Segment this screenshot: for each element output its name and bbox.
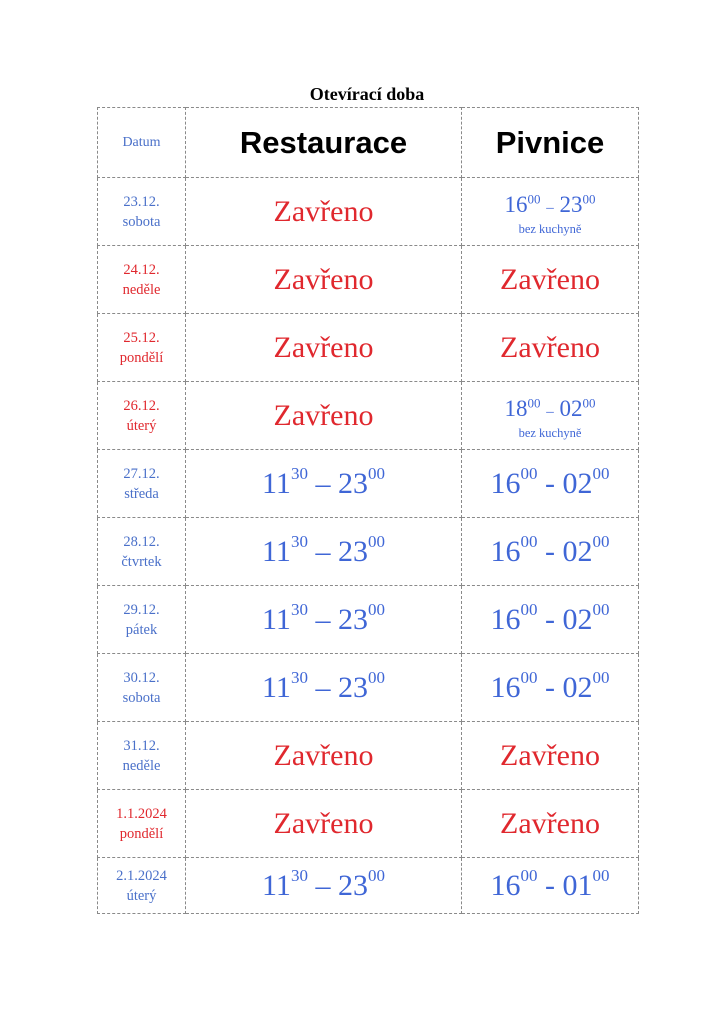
day-name: pátek: [125, 621, 158, 638]
time-range: [262, 865, 385, 902]
closed-label: Zavřeno: [500, 330, 600, 364]
date-label: [98, 192, 185, 232]
time-from-minute: 00: [527, 191, 541, 207]
date-cell: [98, 314, 186, 382]
time-to-hour: 23: [337, 602, 368, 636]
day-name: čtvrtek: [121, 553, 162, 570]
table-row: [98, 654, 639, 722]
date-value: 31.12.: [123, 737, 160, 754]
date-label: [98, 600, 185, 640]
time-range: [262, 667, 385, 704]
date-label: [98, 260, 185, 300]
time-to-hour: 02: [562, 602, 593, 636]
header-date: Datum: [98, 108, 186, 178]
opening-hours-table: [97, 107, 639, 914]
date-value: 29.12.: [123, 601, 160, 618]
date-value: 2.1.2024: [116, 867, 167, 884]
date-value: 26.12.: [123, 397, 160, 414]
time-to-minute: 00: [367, 531, 385, 551]
time-from-hour: 11: [262, 602, 291, 636]
time-to-minute: 00: [367, 667, 385, 687]
time-range: [490, 865, 610, 902]
table-row: [98, 790, 639, 858]
table-row: [98, 178, 639, 246]
time-to-hour: 02: [559, 395, 583, 421]
day-name: sobota: [122, 689, 161, 706]
restaurant-cell: [186, 654, 462, 722]
day-name: neděle: [122, 757, 161, 774]
time-separator: -: [545, 602, 555, 636]
time-to-minute: 00: [367, 865, 385, 885]
time-to-hour: 02: [562, 670, 593, 704]
time-separator: -: [545, 670, 555, 704]
time-from-minute: 00: [520, 667, 538, 687]
time-from-minute: 30: [290, 865, 308, 885]
restaurant-cell: [186, 178, 462, 246]
restaurant-cell: [186, 518, 462, 586]
pub-cell: [462, 722, 639, 790]
table-row: [98, 450, 639, 518]
time-from-minute: 00: [520, 463, 538, 483]
time-range: [505, 396, 596, 421]
pub-cell: [462, 178, 639, 246]
closed-label: Zavřeno: [273, 262, 374, 296]
time-to-minute: 00: [367, 463, 385, 483]
date-cell: [98, 722, 186, 790]
table-row: [98, 518, 639, 586]
pub-time-line: [462, 390, 638, 425]
day-name: sobota: [122, 213, 161, 230]
time-to-minute: 00: [367, 599, 385, 619]
kitchen-note: bez kuchyně: [518, 425, 582, 440]
time-range: [262, 599, 385, 636]
time-range: [262, 463, 385, 500]
date-cell: [98, 654, 186, 722]
date-value: 27.12.: [123, 465, 160, 482]
date-value: 25.12.: [123, 329, 160, 346]
closed-label: Zavřeno: [273, 806, 374, 840]
time-from-minute: 30: [290, 667, 308, 687]
table-row: [98, 382, 639, 450]
table-header-row: [98, 108, 639, 178]
time-separator: –: [315, 670, 331, 704]
time-from-minute: 30: [290, 531, 308, 551]
time-separator: -: [545, 466, 555, 500]
date-value: 23.12.: [123, 193, 160, 210]
time-from-minute: 30: [290, 599, 308, 619]
pub-cell: [462, 790, 639, 858]
time-separator: –: [315, 602, 331, 636]
closed-label: Zavřeno: [273, 738, 374, 772]
time-to-minute: 00: [582, 191, 596, 207]
time-to-minute: 00: [592, 865, 610, 885]
pub-cell: [462, 246, 639, 314]
date-label: [98, 866, 185, 906]
date-cell: [98, 178, 186, 246]
time-from-hour: 16: [504, 191, 528, 217]
restaurant-cell: [186, 382, 462, 450]
time-separator: –: [546, 199, 554, 216]
date-value: 24.12.: [123, 261, 160, 278]
restaurant-cell: [186, 858, 462, 914]
time-to-hour: 23: [337, 868, 368, 902]
closed-label: Zavřeno: [500, 806, 600, 840]
date-cell: [98, 858, 186, 914]
date-cell: [98, 586, 186, 654]
day-name: úterý: [126, 417, 157, 434]
date-cell: [98, 246, 186, 314]
header-restaurant: Restaurace: [186, 108, 462, 178]
date-label: [98, 736, 185, 776]
date-value: 1.1.2024: [116, 805, 167, 822]
time-separator: –: [315, 466, 331, 500]
time-from-hour: 16: [490, 466, 521, 500]
date-cell: [98, 382, 186, 450]
time-separator: -: [545, 868, 555, 902]
time-separator: –: [315, 534, 331, 568]
kitchen-note: bez kuchyně: [518, 221, 582, 236]
time-from-minute: 00: [520, 531, 538, 551]
time-range: [505, 192, 596, 217]
time-from-hour: 11: [262, 466, 291, 500]
pub-cell: [462, 314, 639, 382]
pub-time-line: [462, 186, 638, 221]
day-name: pondělí: [119, 825, 164, 842]
date-value: 30.12.: [123, 669, 160, 686]
pub-cell: [462, 586, 639, 654]
time-from-hour: 11: [262, 670, 291, 704]
time-from-minute: 30: [290, 463, 308, 483]
date-label: [98, 464, 185, 504]
time-range: [262, 531, 385, 568]
table-row: [98, 314, 639, 382]
table-row: [98, 858, 639, 914]
date-label: [98, 804, 185, 844]
time-from-hour: 18: [504, 395, 528, 421]
time-from-hour: 11: [262, 868, 291, 902]
table-body: [98, 178, 639, 914]
pub-cell: [462, 654, 639, 722]
table-row: [98, 586, 639, 654]
time-to-hour: 02: [562, 534, 593, 568]
time-separator: –: [315, 868, 331, 902]
closed-label: Zavřeno: [500, 738, 600, 772]
time-to-minute: 00: [592, 463, 610, 483]
date-value: 28.12.: [123, 533, 160, 550]
time-to-minute: 00: [592, 599, 610, 619]
date-label: [98, 532, 185, 572]
time-to-hour: 01: [562, 868, 593, 902]
time-to-minute: 00: [582, 395, 596, 411]
pub-cell: [462, 382, 639, 450]
time-separator: –: [546, 403, 554, 420]
time-from-hour: 16: [490, 534, 521, 568]
time-to-hour: 23: [337, 670, 368, 704]
time-to-hour: 02: [562, 466, 593, 500]
closed-label: Zavřeno: [273, 194, 374, 228]
time-from-hour: 16: [490, 868, 521, 902]
closed-label: Zavřeno: [500, 262, 600, 296]
day-name: pondělí: [119, 349, 164, 366]
date-label: [98, 668, 185, 708]
closed-label: Zavřeno: [273, 330, 374, 364]
date-label: [98, 328, 185, 368]
time-from-hour: 16: [490, 670, 521, 704]
pub-cell: [462, 518, 639, 586]
time-from-minute: 00: [527, 395, 541, 411]
time-range: [490, 463, 610, 500]
time-from-minute: 00: [520, 865, 538, 885]
day-name: středa: [124, 485, 159, 502]
time-range: [490, 531, 610, 568]
date-cell: [98, 790, 186, 858]
time-range: [490, 599, 610, 636]
time-to-hour: 23: [337, 534, 368, 568]
restaurant-cell: [186, 450, 462, 518]
time-range: [490, 667, 610, 704]
restaurant-cell: [186, 790, 462, 858]
restaurant-cell: [186, 722, 462, 790]
restaurant-cell: [186, 314, 462, 382]
time-from-minute: 00: [520, 599, 538, 619]
header-pub: Pivnice: [462, 108, 639, 178]
table-row: [98, 722, 639, 790]
day-name: úterý: [126, 887, 157, 904]
date-cell: [98, 518, 186, 586]
time-from-hour: 11: [262, 534, 291, 568]
date-cell: [98, 450, 186, 518]
time-to-minute: 00: [592, 667, 610, 687]
time-to-hour: 23: [337, 466, 368, 500]
time-separator: -: [545, 534, 555, 568]
time-to-hour: 23: [559, 191, 583, 217]
restaurant-cell: [186, 246, 462, 314]
day-name: neděle: [122, 281, 161, 298]
restaurant-cell: [186, 586, 462, 654]
date-label: [98, 396, 185, 436]
time-from-hour: 16: [490, 602, 521, 636]
pub-cell: [462, 450, 639, 518]
table-row: [98, 246, 639, 314]
time-to-minute: 00: [592, 531, 610, 551]
pub-cell: [462, 858, 639, 914]
page-title: Otevírací doba: [309, 84, 425, 104]
closed-label: Zavřeno: [273, 398, 374, 432]
